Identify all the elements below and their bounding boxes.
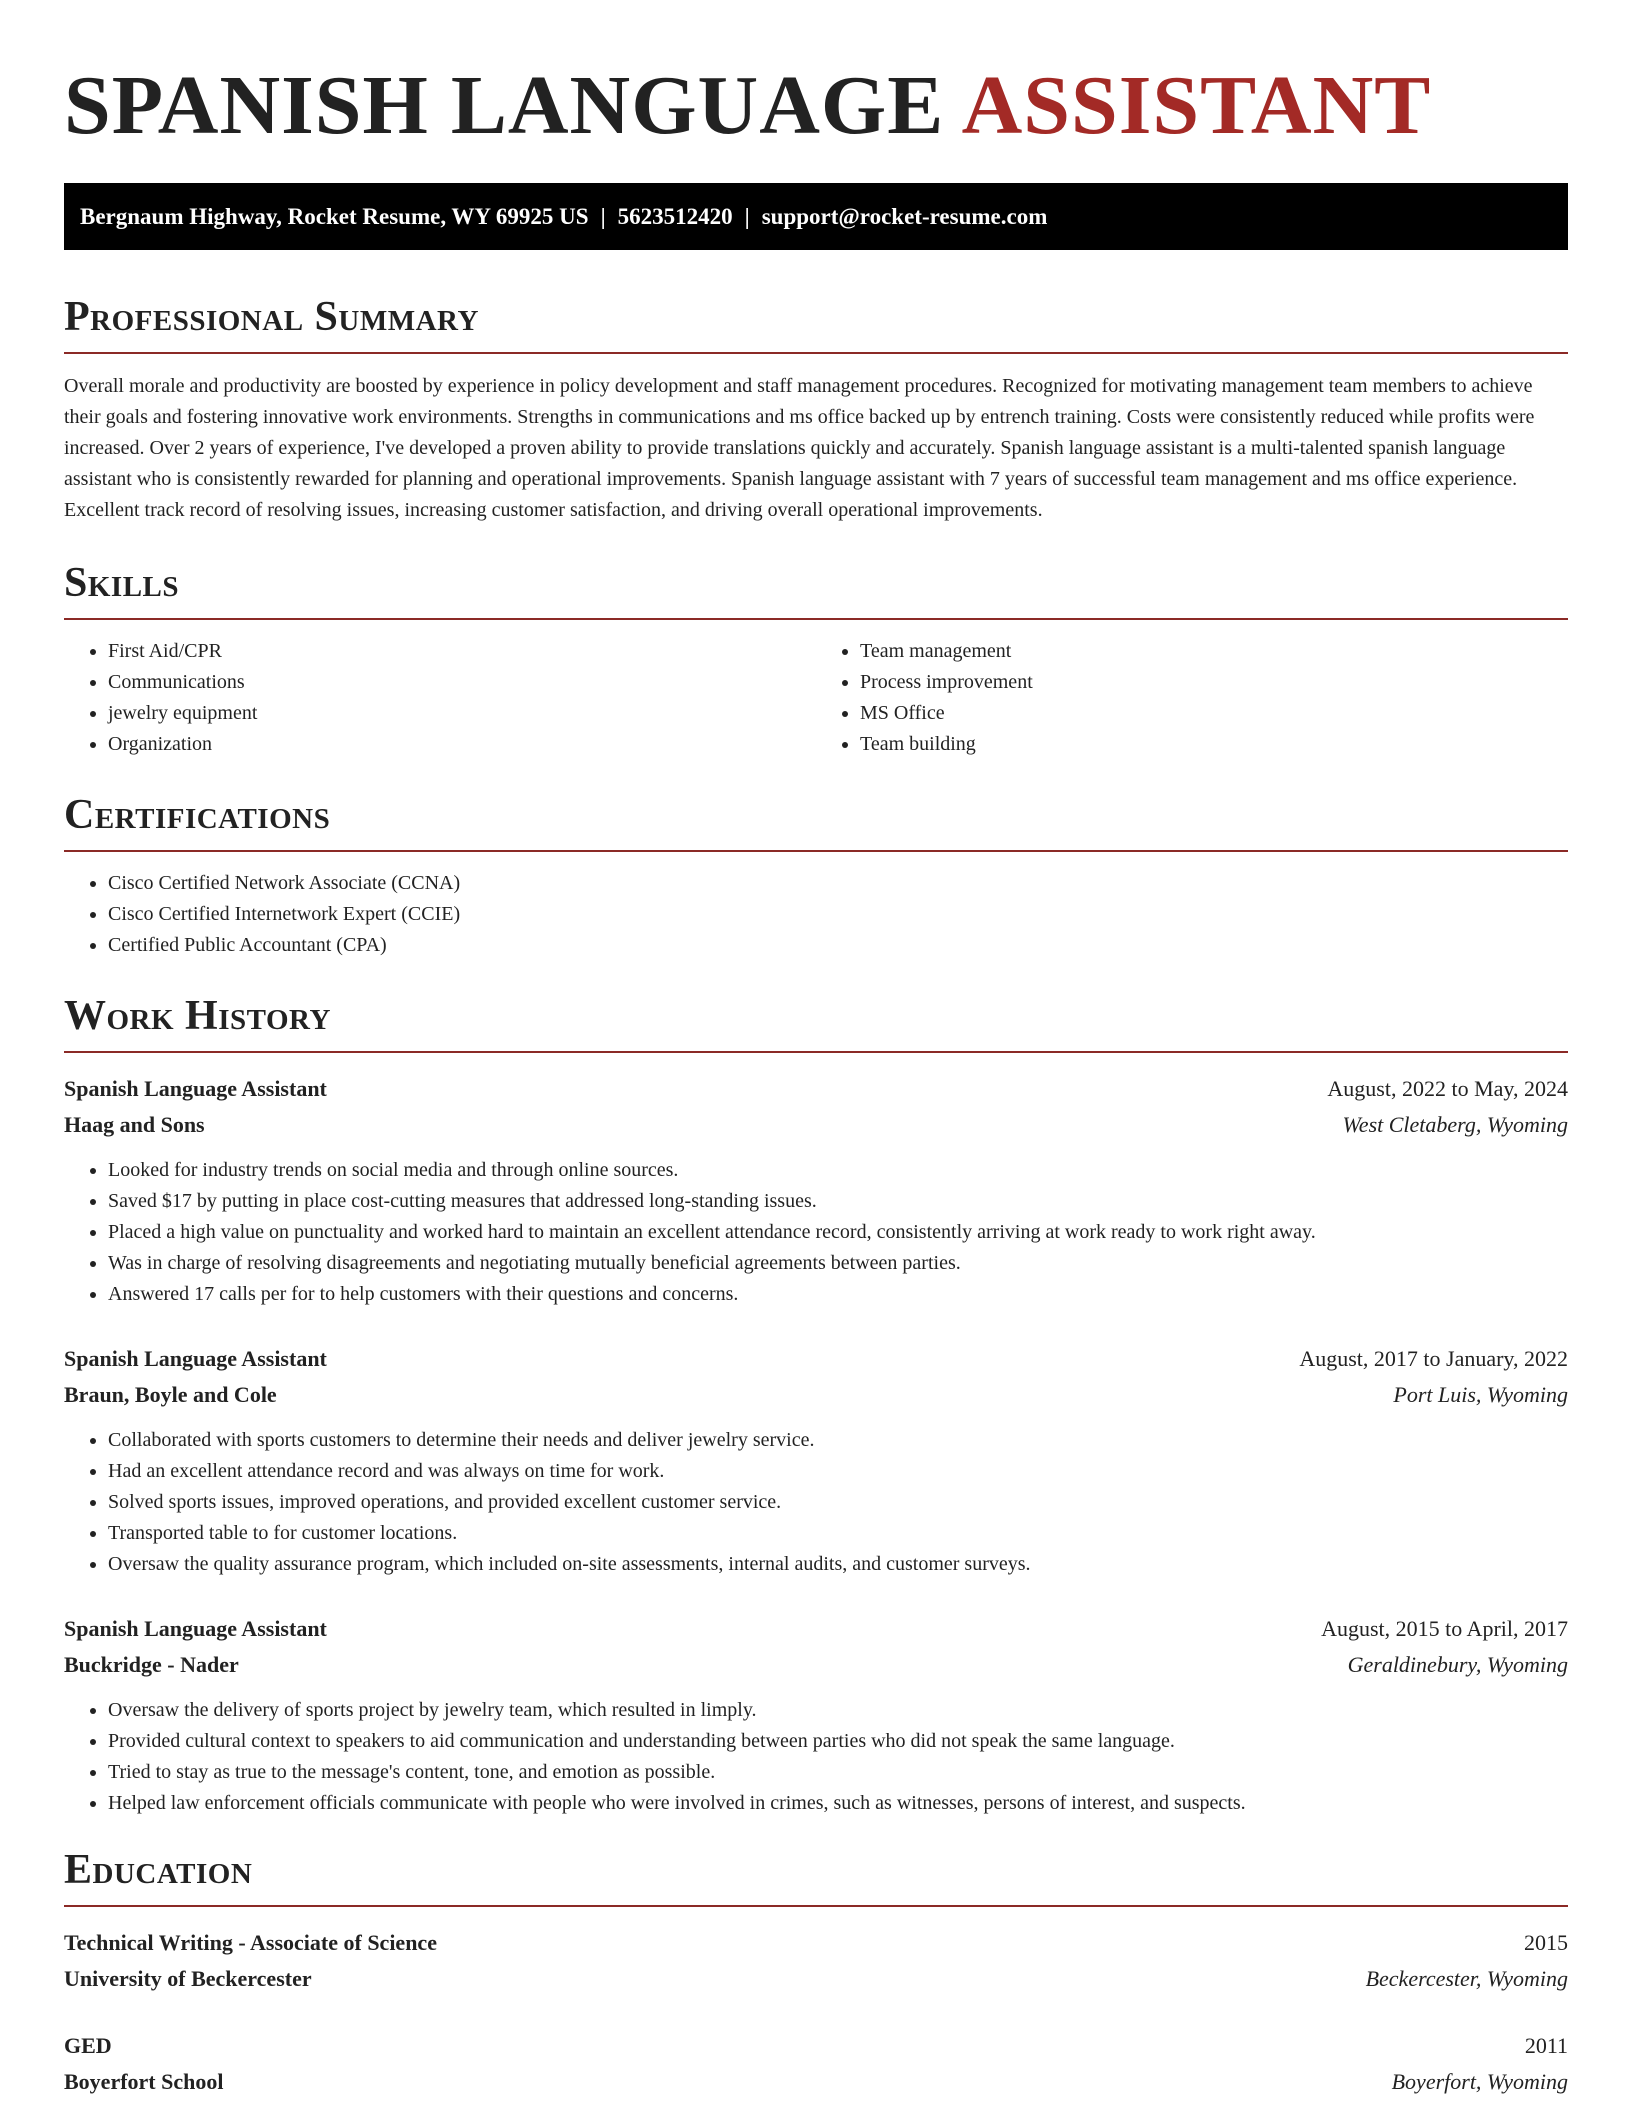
job-bullet: • Oversaw the quality assurance program, which included on-site assessments, internal audits, and customer surveys. — [108, 1549, 1568, 1580]
certification-item: • Cisco Certified Network Associate (CCNA) — [108, 868, 1568, 899]
section-heading-education: Education — [64, 1849, 1568, 1907]
job-bullets — [64, 1425, 1568, 1580]
education-location: Boyerfort, Wyoming — [1391, 2069, 1568, 2094]
job-bullets — [64, 1695, 1568, 1819]
education-entry — [64, 2028, 1568, 2100]
contact-bar — [64, 183, 1568, 250]
education-degree: GED — [64, 2033, 112, 2058]
contact-address: Bergnaum Highway, Rocket Resume, WY 69925 US — [80, 204, 589, 229]
summary-text: Overall morale and productivity are boosted by experience in policy development and staff management procedures. Recognized for motivating management team members to achieve their goals and fostering innovative work environments. Strengths in communications and ms office backed up by entrench training. Costs were consistently reduced while profits were increased. Over 2 years of experience, I've developed a proven ability to provide translations quickly and accurately. Spanish language assistant is a multi-talented spanish language assistant who is consistently rewarded for planning and operational improvements. Spanish language assistant with 7 years of successful team management and ms office experience. Excellent track record of resolving issues, increasing customer satisfaction, and driving overall operational improvements. — [64, 375, 1535, 521]
job-company-row — [64, 1107, 1568, 1143]
education-year: 2011 — [1524, 2033, 1568, 2058]
job-bullet: • Collaborated with sports customers to determine their needs and deliver jewelry service. — [108, 1425, 1568, 1456]
title-main: SPANISH LANGUAGE — [64, 59, 945, 152]
job-bullet: • Tried to stay as true to the message's content, tone, and emotion as possible. — [108, 1757, 1568, 1788]
education-section — [64, 1849, 1568, 2100]
job-bullet: • Was in charge of resolving disagreements and negotiating mutually beneficial agreements between parties. — [108, 1248, 1568, 1279]
skill-item: • Process improvement — [860, 667, 1568, 698]
contact-phone: 5623512420 — [617, 204, 733, 229]
education-school-row — [64, 1961, 1568, 1997]
section-heading-certifications: Certifications — [64, 794, 1568, 852]
job-company: Braun, Boyle and Cole — [64, 1382, 277, 1407]
education-school-row — [64, 2064, 1568, 2100]
job-entry — [64, 1071, 1568, 1310]
job-bullet: • Saved $17 by putting in place cost-cutting measures that addressed long-standing issues. — [108, 1186, 1568, 1217]
job-bullet: • Looked for industry trends on social media and through online sources. — [108, 1155, 1568, 1186]
education-entry — [64, 1925, 1568, 1997]
job-header-row — [64, 1071, 1568, 1107]
job-bullet: • Solved sports issues, improved operations, and provided excellent customer service. — [108, 1487, 1568, 1518]
job-bullets — [64, 1155, 1568, 1310]
skill-item: • Organization — [108, 729, 816, 760]
job-company-row — [64, 1647, 1568, 1683]
section-heading-skills: Skills — [64, 562, 1568, 620]
job-bullet: • Placed a high value on punctuality and worked hard to maintain an excellent attendance record, consistently arriving at work ready to work right away. — [108, 1217, 1568, 1248]
job-header-row — [64, 1341, 1568, 1377]
skill-item: • Communications — [108, 667, 816, 698]
certification-item: • Cisco Certified Internetwork Expert (CCIE) — [108, 899, 1568, 930]
education-location: Beckercester, Wyoming — [1365, 1966, 1568, 1991]
skills-list-left — [64, 636, 816, 760]
skill-item: • MS Office — [860, 698, 1568, 729]
job-location: Port Luis, Wyoming — [1393, 1382, 1568, 1407]
education-degree-row — [64, 2028, 1568, 2064]
job-role: Spanish Language Assistant — [64, 1346, 327, 1371]
job-location: Geraldinebury, Wyoming — [1347, 1652, 1568, 1677]
job-bullet: • Provided cultural context to speakers to aid communication and understanding between parties who did not speak the same language. — [108, 1726, 1568, 1757]
job-dates: August, 2022 to May, 2024 — [1327, 1076, 1568, 1101]
resume-title — [64, 59, 1568, 152]
education-school: Boyerfort School — [64, 2069, 224, 2094]
contact-separator: | — [744, 204, 750, 229]
job-company: Haag and Sons — [64, 1112, 205, 1137]
certifications-list — [64, 868, 1568, 961]
job-dates: August, 2017 to January, 2022 — [1299, 1346, 1568, 1371]
certification-item: • Certified Public Accountant (CPA) — [108, 930, 1568, 961]
job-dates: August, 2015 to April, 2017 — [1321, 1616, 1568, 1641]
contact-email: support@rocket-resume.com — [761, 204, 1048, 229]
work-history-section — [64, 995, 1568, 1819]
job-bullet: • Answered 17 calls per for to help customers with their questions and concerns. — [108, 1279, 1568, 1310]
job-header-row — [64, 1611, 1568, 1647]
job-bullet: • Had an excellent attendance record and was always on time for work. — [108, 1456, 1568, 1487]
contact-separator: | — [600, 204, 606, 229]
skill-item: • First Aid/CPR — [108, 636, 816, 667]
job-entry — [64, 1611, 1568, 1819]
job-company-row — [64, 1377, 1568, 1413]
job-company: Buckridge - Nader — [64, 1652, 239, 1677]
job-bullet: • Helped law enforcement officials communicate with people who were involved in crimes, such as witnesses, persons of interest, and suspects. — [108, 1788, 1568, 1819]
education-degree-row — [64, 1925, 1568, 1961]
skills-grid — [64, 636, 1568, 760]
summary-section — [64, 296, 1568, 526]
job-bullet: • Oversaw the delivery of sports project by jewelry team, which resulted in limply. — [108, 1695, 1568, 1726]
job-location: West Cletaberg, Wyoming — [1342, 1112, 1568, 1137]
skill-item: • Team building — [860, 729, 1568, 760]
title-accent: ASSISTANT — [961, 59, 1432, 152]
job-bullet: • Transported table to for customer locations. — [108, 1518, 1568, 1549]
job-role: Spanish Language Assistant — [64, 1616, 327, 1641]
skills-section — [64, 562, 1568, 760]
job-entry — [64, 1341, 1568, 1580]
section-heading-work-history: Work History — [64, 995, 1568, 1053]
resume-page — [64, 0, 1568, 2100]
education-school: University of Beckercester — [64, 1966, 312, 1991]
job-role: Spanish Language Assistant — [64, 1076, 327, 1101]
certifications-section — [64, 794, 1568, 961]
skill-item: • jewelry equipment — [108, 698, 816, 729]
education-degree: Technical Writing - Associate of Science — [64, 1930, 437, 1955]
section-heading-summary: Professional Summary — [64, 296, 1568, 354]
education-year: 2015 — [1524, 1930, 1568, 1955]
skill-item: • Team management — [860, 636, 1568, 667]
skills-list-right — [816, 636, 1568, 760]
